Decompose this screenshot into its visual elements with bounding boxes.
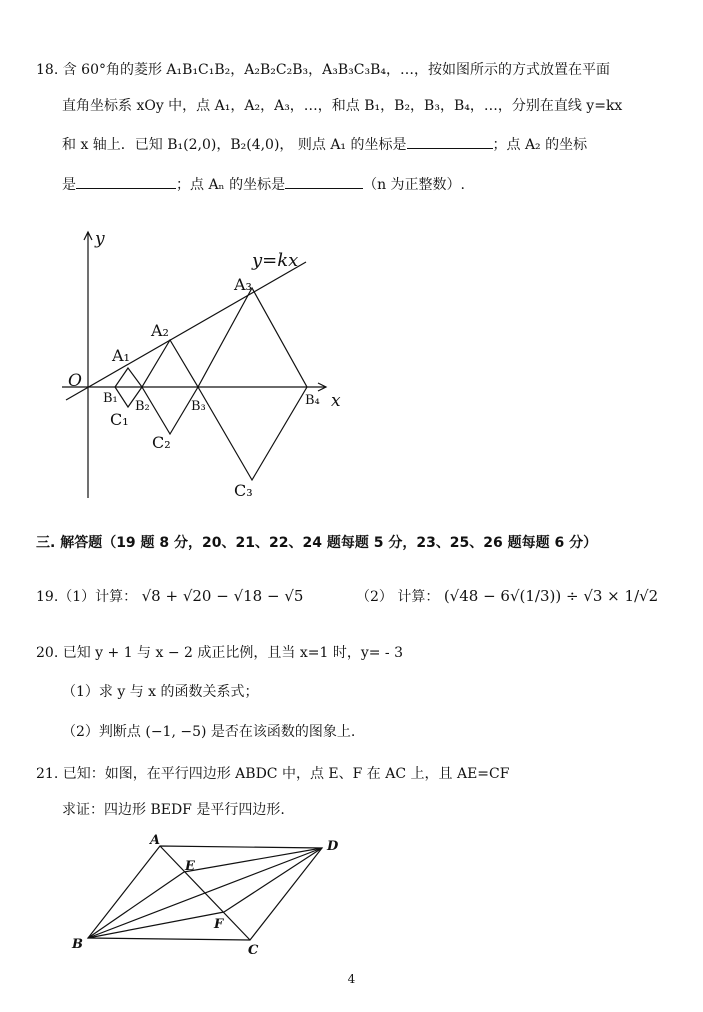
q18-line2: 直角坐标系 xOy 中，点 A₁，A₂，A₃，…，和点 B₁，B₂，B₃，B₄，…，分别在直线 y=kx xyxy=(62,98,623,114)
point-b4: B₄ xyxy=(305,393,320,408)
point-c1: C₁ xyxy=(110,410,129,429)
q20-line2: （1）求 y 与 x 的函数关系式； xyxy=(62,684,259,700)
rhombus-3 xyxy=(198,288,307,480)
point-d: D xyxy=(327,839,339,854)
q19-part2-label: （2） 计算： xyxy=(356,589,440,605)
segment-be xyxy=(88,872,184,938)
line-label: y=kx xyxy=(252,250,299,271)
point-e: E xyxy=(185,859,195,874)
q18-line4-end: （n 为正整数）. xyxy=(363,177,465,193)
q18-line3-text: 和 x 轴上．已知 B₁(2,0)，B₂(4,0)， 则点 A₁ 的坐标是 xyxy=(62,137,407,153)
point-a: A xyxy=(150,833,161,848)
point-a2: A₂ xyxy=(151,321,169,340)
point-b2: B₂ xyxy=(135,399,150,414)
q20-line1: 20. 已知 y + 1 与 x − 2 成正比例，且当 x=1 时，y= - 3 xyxy=(36,645,404,661)
q18-line4-start: 是 xyxy=(62,177,76,193)
segment-ed xyxy=(184,848,322,872)
q18-line1: 18. 含 60°角的菱形 A₁B₁C₁B₂，A₂B₂C₂B₃，A₃B₃C₃B₄，…，按如图所示的方式放置在平面 xyxy=(36,62,610,78)
y-axis-label: y xyxy=(95,229,105,249)
point-a1: A₁ xyxy=(112,346,130,365)
q18-line3-tail: ；点 A₂ 的坐标 xyxy=(492,137,588,153)
q21-line1: 21. 已知：如图，在平行四边形 ABDC 中，点 E、F 在 AC 上，且 AE=CF xyxy=(36,766,510,782)
line-y-kx xyxy=(66,262,306,400)
point-f: F xyxy=(214,917,224,932)
x-axis-label: x xyxy=(331,391,341,411)
figure-21-parallelogram xyxy=(0,820,703,960)
q18-line4-mid: ；点 Aₙ 的坐标是 xyxy=(176,177,286,193)
point-c3: C₃ xyxy=(234,481,253,500)
q19-part1-label: 19.（1）计算： xyxy=(36,589,138,605)
q19-expr2: (√48 − 6√(1/3)) ÷ √3 × 1/√2 xyxy=(443,587,659,605)
point-a3: A₃ xyxy=(234,275,252,294)
origin-label: O xyxy=(68,371,82,391)
section-3-heading: 三. 解答题（19 题 8 分，20、21、22、24 题每题 5 分，23、25、26 题每题 6 分） xyxy=(36,535,598,551)
point-c2: C₂ xyxy=(152,433,171,452)
q21-line2: 求证：四边形 BEDF 是平行四边形. xyxy=(62,802,285,818)
page-number: 4 xyxy=(347,972,356,986)
segment-bf xyxy=(88,912,224,938)
q19-part2 xyxy=(356,586,658,607)
point-b: B xyxy=(72,937,83,952)
point-b1: B₁ xyxy=(103,391,118,406)
point-c: C xyxy=(248,943,259,958)
q19-expr1: √8 + √20 − √18 − √5 xyxy=(141,587,304,605)
q20-line3: （2）判断点 (−1, −5) 是否在该函数的图象上. xyxy=(62,724,356,740)
q19-part1 xyxy=(36,586,303,607)
point-b3: B₃ xyxy=(191,399,206,414)
